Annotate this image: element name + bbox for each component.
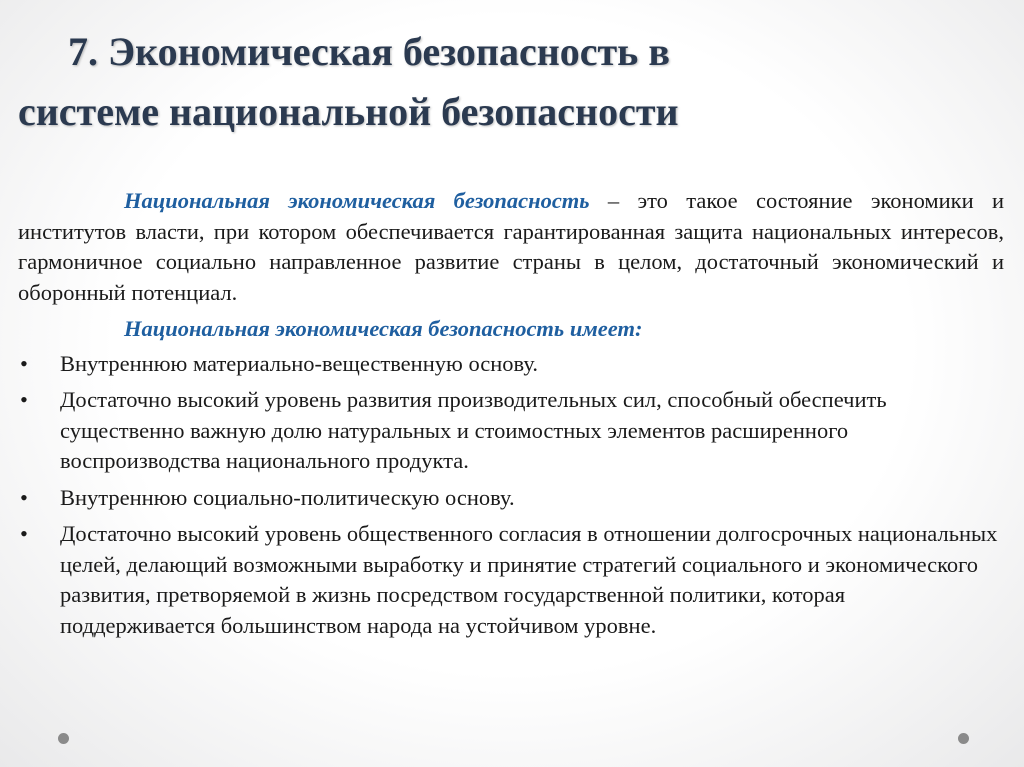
list-item-text: Достаточно высокий уровень развития производительных сил, способный обеспечить существенно важную долю натуральных и стоимостных элементов расширенного воспроизводства национального продукта. xyxy=(60,387,887,473)
list-item-text: Внутреннюю материально-вещественную основу. xyxy=(60,350,539,376)
list-item-text: Внутреннюю социально-политическую основу. xyxy=(60,484,515,510)
bullet-icon: • xyxy=(20,350,28,376)
list-item xyxy=(18,483,1004,514)
corner-dot-icon xyxy=(58,733,69,744)
bullet-icon: • xyxy=(20,484,28,510)
list-item xyxy=(18,385,1004,477)
list-item xyxy=(18,349,1004,380)
corner-dot-icon xyxy=(958,733,969,744)
bullet-icon: • xyxy=(20,387,28,412)
list-item-text: Достаточно высокий уровень общественного согласия в отношении долгосрочных национальных целей, делающий возможными выработку и принятие стратегий социального и экономического развития, претворяемой в жизнь посредством государственной политики, которая поддерживается большинством народа на устойчивом уровне. xyxy=(60,521,998,638)
slide-content xyxy=(18,186,1004,647)
slide-title xyxy=(18,22,1008,142)
bullet-icon: • xyxy=(20,521,28,546)
slide-title-line-1: 7. Экономическая безопасность в xyxy=(68,29,670,74)
list-lead: Национальная экономическая безопасность имеет: xyxy=(124,316,643,341)
definition-paragraph xyxy=(18,186,1004,308)
slide-title-line-2: системе национальной безопасности xyxy=(18,89,679,134)
bullet-list xyxy=(18,349,1004,642)
list-item xyxy=(18,519,1004,641)
definition-text: – это такое состояние экономики и институтов власти, при котором обеспечивается гарантированная защита национальных интересов, гармоничное социально направленное развитие страны в целом, достаточный экономический и оборонный потенциал. xyxy=(18,188,1005,305)
definition-term: Национальная экономическая безопасность xyxy=(124,188,590,213)
